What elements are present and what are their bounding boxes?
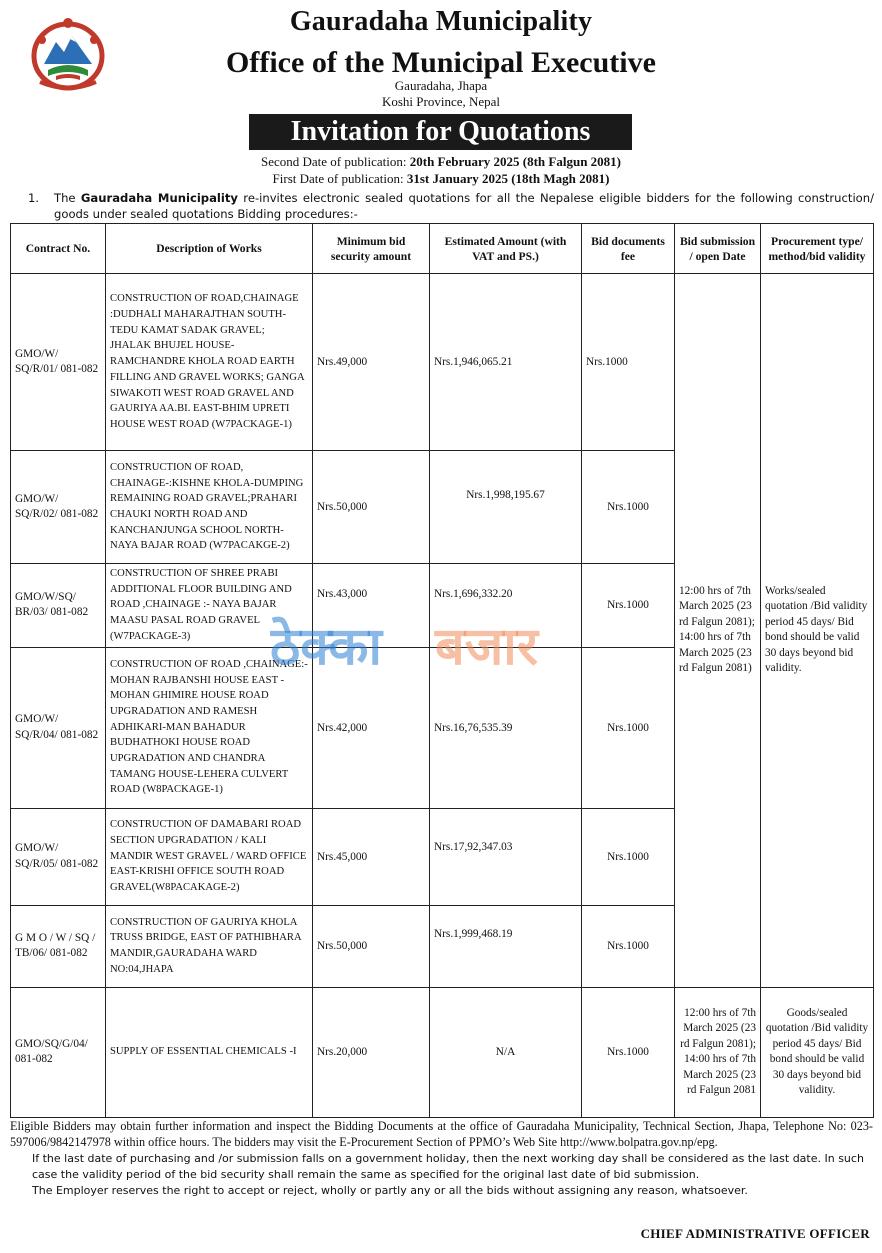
address-city: Gauradaha, Jhapa [394,78,488,93]
description: SUPPLY OF ESSENTIAL CHEMICALS -I [106,987,313,1117]
bid-security: Nrs.43,000 [313,564,430,648]
works-procurement-type: Works/sealed quotation /Bid validity period 45 days/ Bid bond should be valid 30 days beyond bid validity. [761,274,874,988]
contract-no: GMO/W/SQ/ BR/03/ 081-082 [11,564,106,648]
intro-paragraph [28,190,874,222]
document-fee: Nrs.1000 [582,987,675,1117]
table-row [11,274,874,451]
bid-security: Nrs.50,000 [313,451,430,564]
bid-security: Nrs.50,000 [313,905,430,987]
note3-number [10,1183,32,1199]
contract-no: GMO/W/ SQ/R/01/ 081-082 [11,274,106,451]
contract-no: GMO/SQ/G/04/ 081-082 [11,987,106,1117]
estimated-amount: Nrs.1,946,065.21 [430,274,582,451]
intro-number: 1. [28,191,40,205]
description: CONSTRUCTION OF SHREE PRABI ADDITIONAL FLOOR BUILDING AND ROAD ,CHAINAGE :- NAYA BAJAR MAASU PASAL ROAD GRAVEL (W7PACKAGE-3) [106,564,313,648]
header-procurement: Procurement type/ method/bid validity [761,224,874,274]
description: CONSTRUCTION OF ROAD,CHAINAGE :DUDHALI MAHARAJTHAN SOUTH-TEDU KAMAT SADAK GRAVEL; JHALAK BHUJEL HOUSE-RAMCHANDRE KHOLA ROAD EARTH FILLING AND GRAVEL WORKS; GANGA SIWAKOTI WEST ROAD GRAVEL AND GAURIYA AA.BI. EAST-BHIM UPRETI HOUSE WEST ROAD (W7PACKAGE-1) [106,274,313,451]
header-submission: Bid submission / open Date [675,224,761,274]
header-contract-no: Contract No. [11,224,106,274]
bid-security: Nrs.20,000 [313,987,430,1117]
bid-security: Nrs.45,000 [313,808,430,905]
bid-security: Nrs.42,000 [313,647,430,808]
first-publication-date [0,171,882,187]
second-publication-date [0,154,882,170]
goods-procurement-type: Goods/sealed quotation /Bid validity period 45 days/ Bid bond should be valid 30 days beyond bid validity. [761,987,874,1117]
description: CONSTRUCTION OF DAMABARI ROAD SECTION UPGRADATION / KALI MANDIR WEST GRAVEL / WARD OFFICE EAST-KRISHI OFFICE SOUTH ROAD GRAVEL(W8PACAKAGE-2) [106,808,313,905]
estimated-amount: N/A [430,987,582,1117]
document-fee: Nrs.1000 [582,451,675,564]
watermark-part1: ठेक्का [270,617,382,677]
contract-no: GMO/W/ SQ/R/02/ 081-082 [11,451,106,564]
bids-table [10,223,874,1118]
estimated-amount: Nrs.17,92,347.03 [430,808,582,905]
intro-text-after: re-invites electronic sealed quotations for all the Nepalese eligible bidders for the following construction/ goods under sealed quotations Bidding procedures:- [54,191,875,221]
document-fee: Nrs.1000 [582,905,675,987]
note2-text: If the last date of purchasing and /or submission falls on a government holiday, then the next working day shall be considered as the last date. In such case the validity period of the bid security shall remain the same as specified for the original last date of bid submission. [32,1152,864,1181]
table-row [11,987,874,1117]
contract-no: GMO/W/ SQ/R/04/ 081-082 [11,647,106,808]
estimated-amount: Nrs.1,696,332.20 [430,564,582,648]
intro-text [28,190,874,222]
header-description: Description of Works [106,224,313,274]
address-province: Koshi Province, Nepal [381,94,501,109]
note-employer-rights [10,1183,873,1199]
note-holiday [10,1151,873,1183]
invitation-banner: Invitation for Quotations [249,114,632,150]
second-pub-label: Second Date of publication: [261,154,410,169]
works-submission-date: 12:00 hrs of 7th March 2025 (23 rd Falgun 2081); 14:00 hrs of 7th March 2025 (23 rd Falgun 2081) [675,274,761,988]
table-header-row [11,224,874,274]
first-pub-label: First Date of publication: [272,171,407,186]
description: CONSTRUCTION OF ROAD, CHAINAGE-:KISHNE KHOLA-DUMPING REMAINING ROAD GRAVEL;PRAHARI CHAUKI NORTH ROAD AND KANCHANJUNGA SCHOOL NORTH-NAYA BAJAR ROAD (W7PACAKGE-2) [106,451,313,564]
document-fee: Nrs.1000 [582,808,675,905]
description: CONSTRUCTION OF GAURIYA KHOLA TRUSS BRIDGE, EAST OF PATHIBHARA MANDIR,GAURADAHA WARD NO:04,JHAPA [106,905,313,987]
signature: CHIEF ADMINISTRATIVE OFFICER [640,1226,870,1241]
estimated-amount: Nrs.1,999,468.19 [430,905,582,987]
bid-security: Nrs.49,000 [313,274,430,451]
description: CONSTRUCTION OF ROAD ,CHAINAGE:- MOHAN RAJBANSHI HOUSE EAST -MOHAN GHIMIRE HOUSE ROAD UPGRADATION AND RAMESH ADHIKARI-MAN BAHADUR BUDHATHOKI HOUSE ROAD UPGRADATION AND CHANDRA TAMANG HOUSE-LEHERA CULVERT ROAD (W8PACKAGE-1) [106,647,313,808]
document-fee: Nrs.1000 [582,647,675,808]
notice-header [0,0,882,190]
contract-no: G M O / W / SQ / TB/06/ 081-082 [11,905,106,987]
intro-text-before: The [54,191,81,205]
eligible-bidders-paragraph: Eligible Bidders may obtain further information and inspect the Bidding Documents at the office of Gauradaha Municipality, Technical Section, Jhapa, Telephone No: 023-597006/9842147978 within office hours. The bidders may visit the E-Procurement Section of PPMO’s Web Site http://www.bolpatra.gov.np/epg. [10,1119,873,1149]
contract-no: GMO/W/ SQ/R/05/ 081-082 [11,808,106,905]
first-pub-value: 31st January 2025 (18th Magh 2081) [406,171,610,186]
municipality-title: Gauradaha Municipality [289,6,593,37]
document-fee: Nrs.1000 [582,564,675,648]
document-fee: Nrs.1000 [582,274,675,451]
note3-text: The Employer reserves the right to accept or reject, wholly or partly any or all the bids without assigning any reason, whatsoever. [32,1184,748,1197]
intro-bold: Gauradaha Municipality [80,191,238,205]
header-fee: Bid documents fee [582,224,675,274]
note2-number [10,1151,32,1167]
estimated-amount: Nrs.1,998,195.67 [430,451,582,564]
goods-submission-date: 12:00 hrs of 7th March 2025 (23 rd Falgun 2081); 14:00 hrs of 7th March 2025 (23 rd Falgun 2081 [675,987,761,1117]
estimated-amount: Nrs.16,76,535.39 [430,647,582,808]
header-estimate: Estimated Amount (with VAT and PS.) [430,224,582,274]
header-security: Minimum bid security amount [313,224,430,274]
watermark-part2: बजार [435,617,539,677]
second-pub-value: 20th February 2025 (8th Falgun 2081) [409,154,621,169]
notice-footer [10,1118,873,1199]
office-title: Office of the Municipal Executive [226,46,656,79]
